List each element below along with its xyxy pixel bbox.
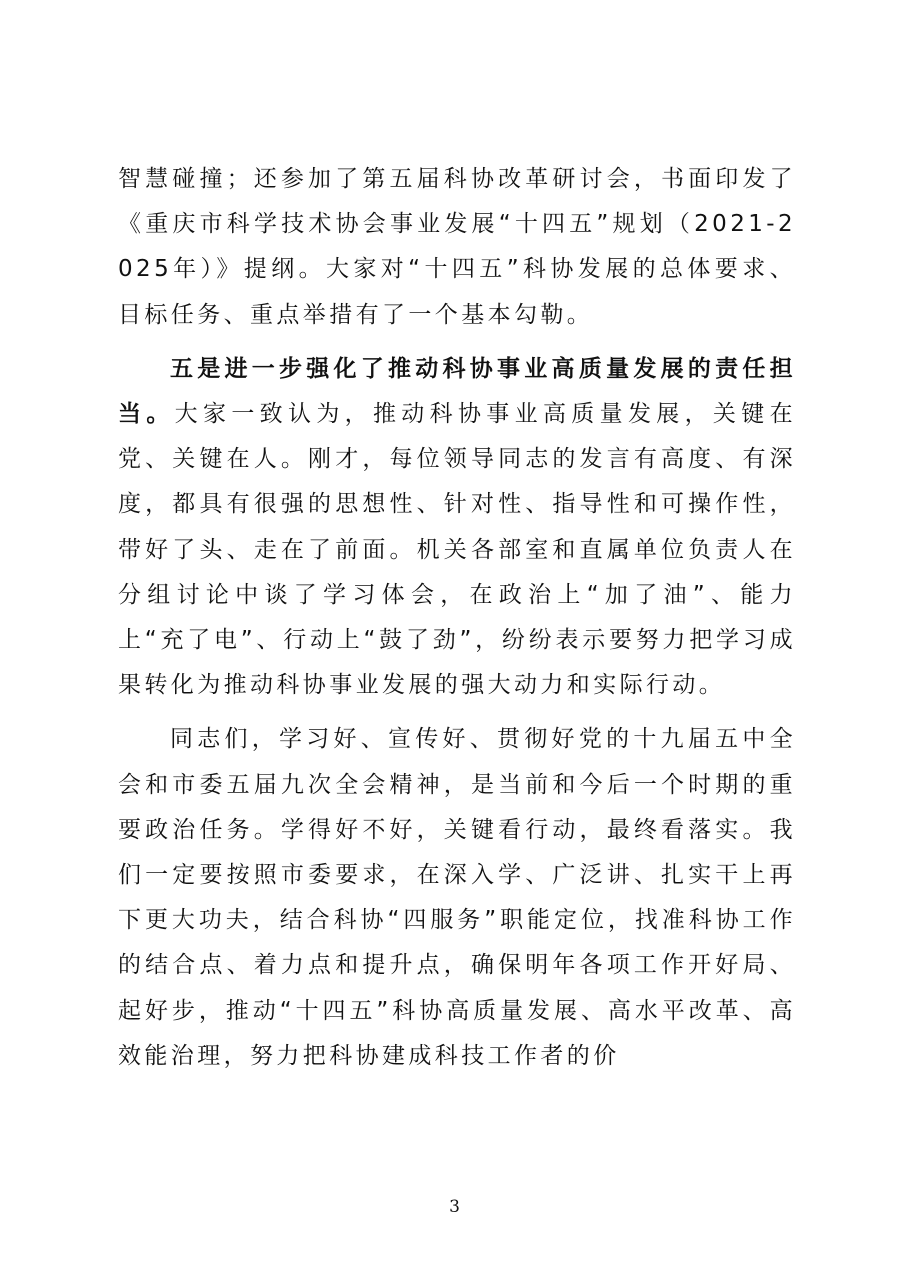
page-number: 3	[449, 1197, 460, 1217]
paragraph-2-lead: 五是进一步强化了推动科协事业高质量发展的责任担当。	[118, 355, 796, 428]
paragraph-2-text: 大家一致认为，推动科协事业高质量发展，关键在党、关键在人。刚才，每位领导同志的发言有高度、有深度，都具有很强的思想性、针对性、指导性和可操作性，带好了头、走在了前面。机关各部室和直属单位负责人在分组讨论中谈了学习体会，在政治上“加了油”、能力上“充了电”、行动上“鼓了劲”，纷纷表示要努力把学习成果转化为推动科协事业发展的强大动力和实际行动。	[118, 401, 796, 699]
paragraph-continued	[118, 157, 796, 338]
document-body	[118, 157, 796, 1079]
paragraph-responsibility	[118, 347, 796, 709]
paragraph-1-text: 智慧碰撞；还参加了第五届科协改革研讨会，书面印发了《重庆市科学技术协会事业发展“十四五”规划（2021-2025年）》提纲。大家对“十四五”科协发展的总体要求、目标任务、重点举措有了一个基本勾勒。	[118, 166, 796, 328]
paragraph-comrades	[118, 717, 796, 1079]
paragraph-3-text: 同志们，学习好、宣传好、贯彻好党的十九届五中全会和市委五届九次全会精神，是当前和今后一个时期的重要政治任务。学得好不好，关键看行动，最终看落实。我们一定要按照市委要求，在深入学、广泛讲、扎实干上再下更大功夫，结合科协“四服务”职能定位，找准科协工作的结合点、着力点和提升点，确保明年各项工作开好局、起好步，推动“十四五”科协高质量发展、高水平改革、高效能治理，努力把科协建成科技工作者的价	[118, 726, 796, 1069]
